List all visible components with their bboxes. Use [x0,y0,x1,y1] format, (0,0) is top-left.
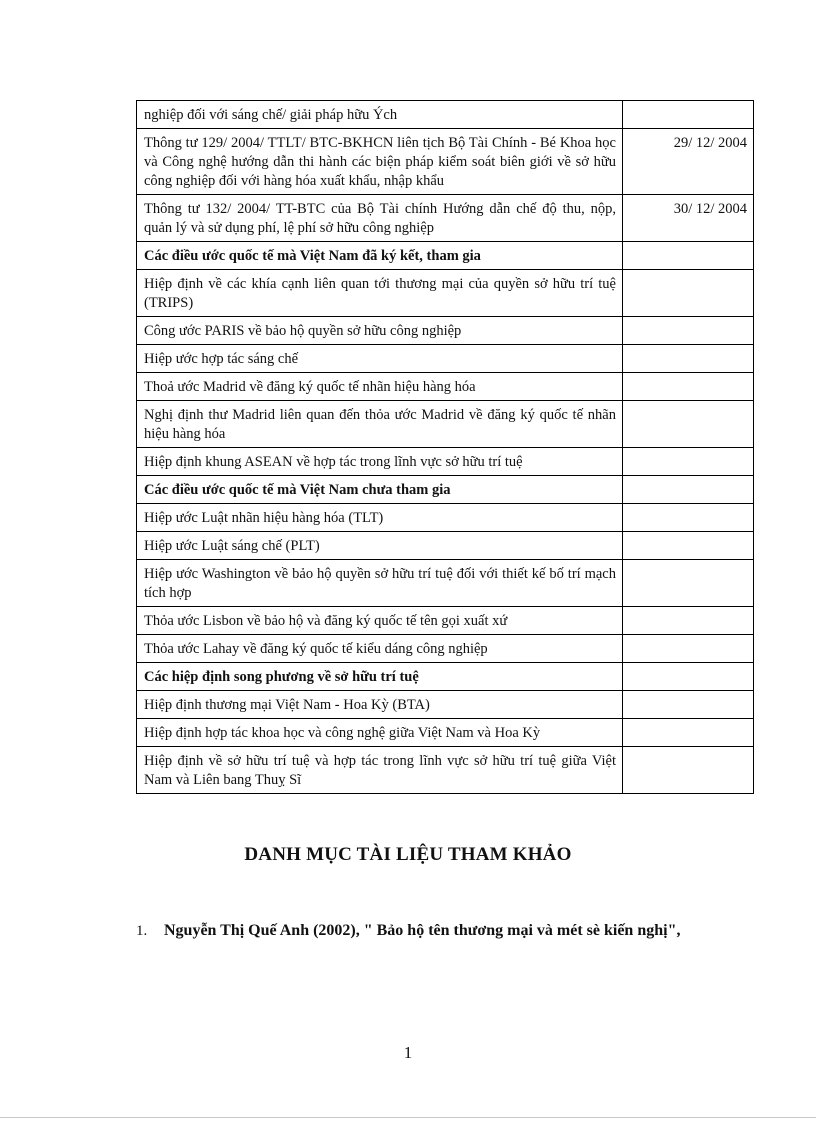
date-cell [623,270,754,317]
table-row [137,504,754,532]
document-name-cell: Thông tư 129/ 2004/ TTLT/ BTC-BKHCN liên tịch Bộ Tài Chính - Bé Khoa học và Công nghệ hướng dẫn thi hành các biện pháp kiểm soát biên giới về sở hữu công nghiệp đối với hàng hóa xuất khẩu, nhập khẩu [137,129,623,195]
section-heading-row [137,476,754,504]
document-name-cell: Thoả ước Madrid về đăng ký quốc tế nhãn hiệu hàng hóa [137,373,623,401]
table-row [137,719,754,747]
table-row [137,607,754,635]
reference-item [136,922,680,940]
date-cell [623,635,754,663]
table-row [137,691,754,719]
section-heading-row [137,663,754,691]
date-cell [623,317,754,345]
date-cell [623,560,754,607]
table-row [137,560,754,607]
references-title: DANH MỤC TÀI LIỆU THAM KHẢO [244,844,572,865]
date-cell [623,663,754,691]
table-row [137,448,754,476]
date-cell [623,401,754,448]
date-cell [623,448,754,476]
document-name-cell: Hiệp ước Washington về bảo hộ quyền sở hữu trí tuệ đối với thiết kế bố trí mạch tích hợp [137,560,623,607]
table-row [137,129,754,195]
date-cell [623,747,754,794]
section-heading-cell: Các điều ước quốc tế mà Việt Nam chưa tham gia [137,476,623,504]
legal-documents-table [136,100,754,794]
table-row [137,270,754,317]
page-number: 1 [403,1043,413,1062]
date-cell [623,242,754,270]
document-name-cell: Nghị định thư Madrid liên quan đến thỏa ước Madrid về đăng ký quốc tế nhãn hiệu hàng hóa [137,401,623,448]
table-row [137,345,754,373]
section-heading-cell: Các hiệp định song phương về sở hữu trí tuệ [137,663,623,691]
table-row [137,532,754,560]
table-row [137,101,754,129]
document-name-cell: nghiệp đối với sáng chế/ giải pháp hữu Ých [137,101,623,129]
table-body [137,101,754,794]
document-name-cell: Thông tư 132/ 2004/ TT-BTC của Bộ Tài chính Hướng dẫn chế độ thu, nộp, quản lý và sử dụng phí, lệ phí sở hữu công nghiệp [137,195,623,242]
date-cell: 30/ 12/ 2004 [623,195,754,242]
document-name-cell: Hiệp định khung ASEAN về hợp tác trong lĩnh vực sở hữu trí tuệ [137,448,623,476]
date-cell [623,504,754,532]
document-name-cell: Hiệp định hợp tác khoa học và công nghệ giữa Việt Nam và Hoa Kỳ [137,719,623,747]
table-row [137,195,754,242]
document-name-cell: Hiệp ước hợp tác sáng chế [137,345,623,373]
document-name-cell: Thỏa ước Lahay về đăng ký quốc tế kiểu dáng công nghiệp [137,635,623,663]
document-name-cell: Hiệp ước Luật nhãn hiệu hàng hóa (TLT) [137,504,623,532]
table-row [137,747,754,794]
table-row [137,635,754,663]
table-row [137,373,754,401]
document-name-cell: Hiệp định về sở hữu trí tuệ và hợp tác trong lĩnh vực sở hữu trí tuệ giữa Việt Nam và Liên bang Thuỵ Sĩ [137,747,623,794]
reference-number: 1. [136,923,148,939]
date-cell [623,691,754,719]
reference-text: Nguyễn Thị Quế Anh (2002), " Bảo hộ tên thương mại và mét sè kiến nghị", [164,922,681,939]
document-name-cell: Công ước PARIS về bảo hộ quyền sở hữu công nghiệp [137,317,623,345]
section-heading-row [137,242,754,270]
page-bottom-divider [0,1117,816,1118]
date-cell [623,607,754,635]
section-heading-cell: Các điều ước quốc tế mà Việt Nam đã ký kết, tham gia [137,242,623,270]
date-cell [623,373,754,401]
date-cell [623,101,754,129]
document-name-cell: Hiệp định thương mại Việt Nam - Hoa Kỳ (BTA) [137,691,623,719]
date-cell: 29/ 12/ 2004 [623,129,754,195]
document-name-cell: Hiệp định về các khía cạnh liên quan tới thương mại của quyền sở hữu trí tuệ (TRIPS) [137,270,623,317]
date-cell [623,719,754,747]
date-cell [623,476,754,504]
table-row [137,401,754,448]
date-cell [623,532,754,560]
document-name-cell: Hiệp ước Luật sáng chế (PLT) [137,532,623,560]
document-name-cell: Thỏa ước Lisbon về bảo hộ và đăng ký quốc tế tên gọi xuất xứ [137,607,623,635]
date-cell [623,345,754,373]
table-row [137,317,754,345]
